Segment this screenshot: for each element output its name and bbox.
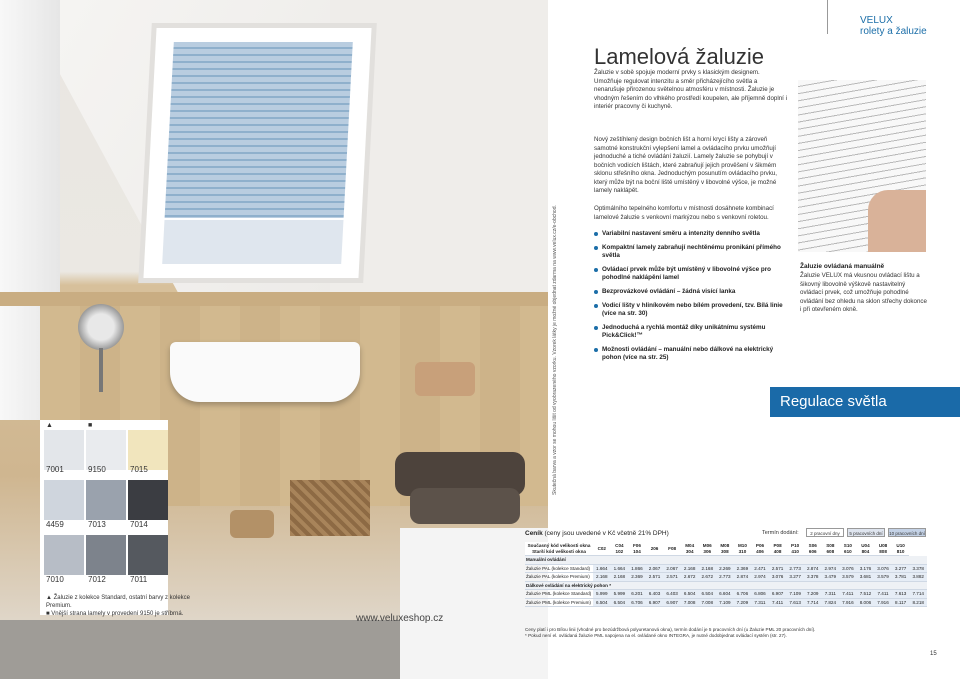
price-cell: 2.672	[698, 573, 716, 582]
caption-text: Žaluzie VELUX má vkusnou ovládací lištu a šikovný libovolně výškově nastavitelný ovládací prvek, což umožňuje pohodlné ovládání bez ohledu na sklon střechy dokonce i při otevřeném okně.	[800, 272, 927, 313]
roof-window	[143, 28, 371, 278]
price-cell: 7.613	[892, 590, 910, 599]
price-cell: 7.916	[839, 598, 857, 607]
feature-item: Bezprovázkové ovládání – žádná visící lanka	[594, 288, 794, 296]
price-cell: 3.882	[909, 573, 927, 582]
size-code-old: 606	[808, 548, 817, 554]
price-cell: 2.067	[663, 564, 681, 573]
price-cell: 6.403	[663, 590, 681, 599]
price-cell: 6.706	[628, 598, 646, 607]
swatch-label: 7001	[46, 465, 64, 474]
price-cell: 7.411	[839, 590, 857, 599]
eshop-link[interactable]: www.veluxeshop.cz	[356, 613, 444, 624]
price-cell: 2.067	[646, 564, 664, 573]
price-cell: 7.824	[822, 598, 840, 607]
size-column-header	[663, 542, 681, 556]
swatch-7012	[86, 535, 126, 575]
size-column-header	[822, 542, 840, 556]
legend-line: ■ Vnější strana lamely v provedení 9150 je stříbrná.	[46, 611, 184, 617]
price-cell: 2.269	[716, 564, 734, 573]
brand-header	[860, 15, 927, 37]
size-column-header	[716, 542, 734, 556]
size-code-header	[525, 542, 593, 556]
size-code-new: F06	[632, 543, 641, 548]
size-code-old: 410	[791, 548, 799, 554]
price-cell: 3.277	[892, 564, 910, 573]
size-code-old: 102	[615, 548, 624, 554]
size-code-old: 206	[650, 545, 659, 551]
table-section-row	[525, 581, 927, 590]
size-code-new: M06	[702, 543, 712, 548]
price-cell: 7.512	[857, 590, 875, 599]
price-cell: 7.311	[751, 598, 769, 607]
size-code-new: P06	[755, 543, 765, 548]
price-cell: 7.008	[681, 598, 699, 607]
wicker-basket	[290, 480, 370, 536]
section-label: Manuální ovládání	[525, 556, 927, 565]
price-cell: 3.681	[857, 573, 875, 582]
brand-subtitle: rolety a žaluzie	[860, 26, 927, 37]
price-cell: 7.714	[909, 590, 927, 599]
header-divider	[827, 0, 828, 34]
price-table	[525, 542, 927, 607]
countertop	[0, 292, 548, 306]
size-code-old: 406	[756, 548, 764, 554]
size-code-old: 608	[826, 548, 835, 554]
size-code-new: P10	[791, 543, 800, 548]
window-glass	[162, 220, 343, 264]
price-table-title-rest: (ceny jsou uvedené v Kč včetně 21% DPH)	[542, 530, 669, 537]
price-cell: 7.613	[786, 598, 804, 607]
price-cell: 2.773	[786, 564, 804, 573]
size-code-new: C04	[615, 543, 624, 548]
small-basket	[230, 510, 274, 538]
size-code-new: P08	[773, 543, 782, 548]
price-table-title-bold: Ceník	[525, 530, 543, 537]
page-title: Lamelová žaluzie	[594, 44, 764, 69]
swatch-7015	[128, 430, 168, 470]
price-cell: 6.504	[611, 598, 629, 607]
price-cell: 6.504	[698, 590, 716, 599]
product-label: Žaluzie PAL (kolekce Standard)	[525, 564, 593, 573]
price-cell: 2.874	[734, 573, 752, 582]
price-cell: 3.277	[786, 573, 804, 582]
price-cell: 3.076	[769, 573, 787, 582]
table-row	[525, 598, 927, 607]
price-cell: 6.403	[646, 590, 664, 599]
size-column-header	[857, 542, 875, 556]
price-note: Ceny platí i pro Bílou linii (vhodné pro bezúdržbová polyuretanová okna), termín dodání je 5 pracovních dní (u Žaluzie PML 20 pracovních dní).	[525, 627, 816, 632]
size-code-old: 310	[738, 548, 747, 554]
price-cell: 2.874	[804, 564, 822, 573]
price-cell: 1.664	[611, 564, 629, 573]
price-cell: 2.369	[628, 573, 646, 582]
swatch-9150	[86, 430, 126, 470]
hand	[868, 190, 926, 252]
price-cell: 7.109	[716, 598, 734, 607]
price-cell: 2.974	[751, 573, 769, 582]
color-disclaimer: Skutečná barva a vzor se mohou lišit od vyobrazeného vzorku. Vzorek látky je možné objednat zdarma na www.velux.cz/e-obchod.	[552, 205, 558, 495]
size-code-old: 610	[844, 548, 852, 554]
price-cell: 2.672	[681, 573, 699, 582]
price-cell: 6.706	[734, 590, 752, 599]
size-column-header	[646, 542, 664, 556]
term-badge: 10 pracovních dní	[888, 528, 926, 537]
price-cell: 1.866	[628, 564, 646, 573]
swatch-4459	[44, 480, 84, 520]
brand-name: VELUX	[860, 15, 893, 26]
price-note: * Pokud není el. ovládaná žaluzie PML napojena na el. ovládané okno INTEGRA, je nutné dodobjednat ovládací systém (str. 27).	[525, 633, 787, 638]
feature-item: Kompaktní lamely zabraňují nechtěnému pronikání přímého světla	[594, 244, 794, 260]
size-column-header	[593, 542, 611, 556]
price-cell: 6.907	[646, 598, 664, 607]
price-cell: 6.504	[681, 590, 699, 599]
size-column-header	[698, 542, 716, 556]
price-cell: 6.201	[628, 590, 646, 599]
swatch-label: 7014	[130, 520, 148, 529]
size-code-new: M10	[737, 543, 747, 548]
swatch-label: 4459	[46, 520, 64, 529]
table-header-row	[525, 542, 927, 556]
swatch-label: 7012	[88, 575, 106, 584]
price-cell: 2.571	[663, 573, 681, 582]
swatch-7011	[128, 535, 168, 575]
price-cell: 5.999	[593, 590, 611, 599]
color-swatch-panel	[40, 420, 168, 615]
size-code-new: C02	[597, 545, 606, 551]
swatch-label: 9150	[88, 465, 106, 474]
price-cell: 2.369	[734, 564, 752, 573]
floor	[0, 620, 400, 679]
size-code-new: U04	[861, 543, 870, 548]
price-cell: 2.571	[646, 573, 664, 582]
feature-item: Jednoduchá a rychlá montáž díky unikátnímu systému Pick&Click!™	[594, 324, 794, 340]
price-cell: 6.604	[716, 590, 734, 599]
price-cell: 6.907	[663, 598, 681, 607]
triangle-marker-icon: ▲	[46, 422, 53, 429]
size-code-old: 810	[896, 548, 905, 554]
swatch-label: 7011	[130, 575, 148, 584]
blind-control-photo	[798, 80, 926, 252]
size-code-old: 104	[633, 548, 641, 554]
size-code-new: M04	[685, 543, 695, 548]
section-label: Dálkové ovládání na elektrický pohon *	[525, 581, 927, 590]
price-cell: 2.571	[769, 564, 787, 573]
price-cell: 3.378	[804, 573, 822, 582]
price-cell: 7.209	[804, 590, 822, 599]
price-cell: 2.168	[681, 564, 699, 573]
size-column-header	[804, 542, 822, 556]
size-code-new: S10	[843, 543, 852, 548]
size-code-label: Starší kód velikosti okna	[532, 548, 586, 554]
size-code-new: U08	[878, 543, 888, 548]
section-banner	[770, 387, 960, 417]
swatch-label: 7015	[130, 465, 148, 474]
price-cell: 2.168	[698, 564, 716, 573]
price-cell: 3.579	[839, 573, 857, 582]
price-cell: 2.168	[593, 573, 611, 582]
swatch-legend	[46, 594, 216, 618]
term-badge: 2 pracovní dny	[806, 528, 844, 537]
comfort-paragraph: Optimálního tepelného komfortu v místnosti dosáhnete kombinací lamelové žaluzie s venkovní markýzou nebo s venkovní roletou.	[594, 205, 774, 221]
price-notes	[525, 627, 925, 639]
price-cell: 2.974	[822, 564, 840, 573]
size-code-old: 804	[861, 548, 870, 554]
price-table-title	[525, 530, 669, 537]
size-code-old: 306	[703, 548, 712, 554]
price-cell: 7.916	[874, 598, 892, 607]
price-cell: 8.117	[892, 598, 910, 607]
price-cell: 6.806	[751, 590, 769, 599]
legend-line: ▲ Žaluzie z kolekce Standard, ostatní barvy z kolekce Premium.	[46, 595, 191, 609]
size-code-label: Současný kód velikosti okna	[527, 543, 591, 548]
price-cell: 6.907	[769, 590, 787, 599]
price-cell: 3.781	[892, 573, 910, 582]
table-row	[525, 590, 927, 599]
size-code-new: S08	[826, 543, 835, 548]
wooden-bowl	[415, 362, 475, 396]
size-code-old: 408	[773, 548, 782, 554]
table-row	[525, 564, 927, 573]
section-banner-text: Regulace světla	[780, 393, 887, 410]
price-cell: 5.999	[611, 590, 629, 599]
size-column-header	[751, 542, 769, 556]
size-column-header	[611, 542, 629, 556]
washbasin	[170, 342, 360, 402]
price-cell: 2.773	[716, 573, 734, 582]
feature-item: Variabilní nastavení směru a intenzity denního světla	[594, 230, 794, 238]
price-cell: 6.504	[593, 598, 611, 607]
size-code-new: S06	[808, 543, 817, 548]
price-cell: 7.411	[769, 598, 787, 607]
price-cell: 8.218	[909, 598, 927, 607]
size-column-header	[681, 542, 699, 556]
size-code-new: U10	[896, 543, 905, 548]
swatch-7014	[128, 480, 168, 520]
price-cell: 7.109	[786, 590, 804, 599]
swatch-7013	[86, 480, 126, 520]
product-label: Žaluzie PAL (kolekce Premium)	[525, 573, 593, 582]
size-column-header	[786, 542, 804, 556]
page-number: 15	[930, 651, 937, 657]
feature-item: Ovládací prvek může být umístěný v libovolné výšce pro pohodlné naklápění lamel	[594, 266, 794, 282]
table-row	[525, 573, 927, 582]
size-code-old: 808	[879, 548, 887, 554]
size-column-header	[734, 542, 752, 556]
design-paragraph: Nový zeštíhlený design bočních lišt a horní krycí lišty a zároveň samotné konstrukční vylepšení lamel a ovládacího prvku umožňují jednoduché a tiché ovládání žaluzií. Lamely žaluzie se pohybují v bočních vodicích lištách, které zabraňují jejich prověšení v šikmém sklonu střešního okna. Jednoduchým posunutím ovládacího prvku, který může být na boční liště umístěný v libovolné výšce, je možné lamely naklápět.	[594, 136, 777, 194]
price-cell: 2.168	[611, 573, 629, 582]
price-cell: 2.471	[751, 564, 769, 573]
price-cell: 3.076	[874, 564, 892, 573]
swatch-label: 7013	[88, 520, 106, 529]
swatch-7010	[44, 535, 84, 575]
feature-list	[594, 230, 794, 368]
product-label: Žaluzie PML (kolekce Premium)	[525, 598, 593, 607]
price-cell: 7.714	[804, 598, 822, 607]
size-column-header	[769, 542, 787, 556]
size-column-header	[874, 542, 892, 556]
price-cell: 7.311	[822, 590, 840, 599]
size-code-old: 308	[721, 548, 729, 554]
delivery-term-label: Termín dodání:	[762, 530, 799, 536]
towel-stack-lower	[410, 488, 520, 524]
size-column-header	[628, 542, 646, 556]
intro-paragraph: Žaluzie v sobě spojuje moderní prvky s klasickým designem. Umožňuje regulovat intenzitu a směr přicházejícího světla a nenarušuje přirozenou světelnou atmosféru v místnosti. Žaluzie je vhodným řešením do vlhkého prostředí koupelen, ale příjemně doplní i interiér pracovny či kuchyně.	[594, 69, 787, 110]
price-cell: 3.176	[857, 564, 875, 573]
caption-title: Žaluzie ovládaná manuálně	[800, 263, 885, 270]
swatch-7001	[44, 430, 84, 470]
price-cell: 3.579	[874, 573, 892, 582]
price-cell: 3.479	[822, 573, 840, 582]
feature-item: Možnosti ovládání – manuální nebo dálkové na elektrický pohon (více na str. 25)	[594, 346, 794, 362]
round-mirror	[78, 304, 124, 350]
size-code-new: F08	[668, 545, 677, 551]
size-column-header	[892, 542, 910, 556]
feature-item: Vodicí lišty v hliníkovém nebo bílém provedení, tzv. Bílá linie (více na str. 30)	[594, 302, 794, 318]
price-cell: 3.378	[909, 564, 927, 573]
venetian-blind	[165, 42, 353, 218]
table-section-row	[525, 556, 927, 565]
swatch-label: 7010	[46, 575, 64, 584]
price-cell: 7.008	[698, 598, 716, 607]
price-cell: 7.411	[874, 590, 892, 599]
size-column-header	[839, 542, 857, 556]
product-label: Žaluzie PML (kolekce Standard)	[526, 591, 592, 596]
size-code-old: 304	[685, 548, 694, 554]
price-cell: 8.006	[857, 598, 875, 607]
mirror-stand	[99, 348, 103, 392]
square-marker-icon: ■	[88, 422, 93, 429]
size-code-new: M08	[720, 543, 730, 548]
price-cell: 3.076	[839, 564, 857, 573]
term-badge: 5 pracovních dní	[847, 528, 885, 537]
price-cell: 1.664	[593, 564, 611, 573]
price-cell: 7.209	[734, 598, 752, 607]
